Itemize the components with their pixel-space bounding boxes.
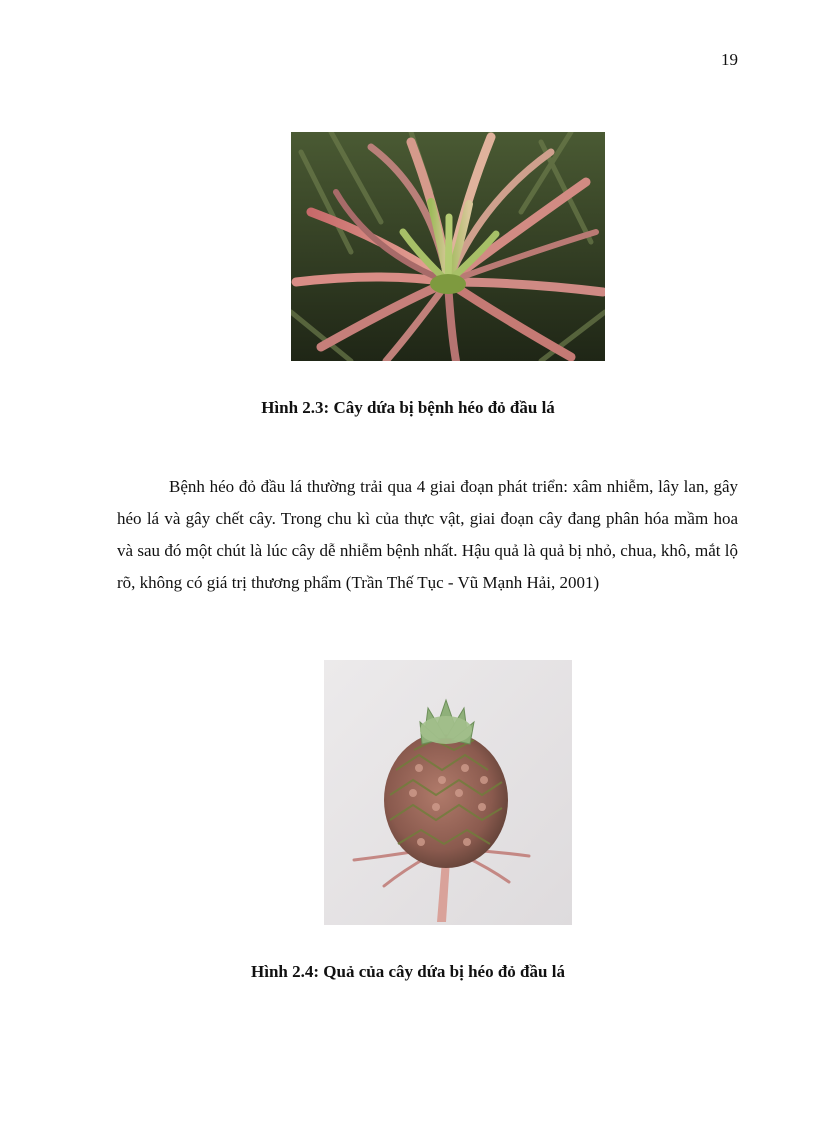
figure-diseased-pineapple-fruit [324, 660, 572, 925]
body-paragraph: Bệnh héo đỏ đầu lá thường trải qua 4 giai đoạn phát triển: xâm nhiễm, lây lan, gây héo lá và gây chết cây. Trong chu kì của thực vật, giai đoạn cây đang phân hóa mầm hoa và sau đó một chút là lúc cây dễ nhiễm bệnh nhất. Hậu quả là quả bị nhỏ, chua, khô, mắt lộ rõ, không có giá trị thương phẩm (Trần Thế Tục - Vũ Mạnh Hải, 2001) [117, 477, 738, 592]
pineapple-plant-photo [291, 132, 605, 361]
figure-caption: Hình 2.4: Quả của cây dứa bị héo đỏ đầu lá [251, 962, 565, 981]
figure-caption: Hình 2.3: Cây dứa bị bệnh héo đỏ đầu lá [261, 398, 555, 417]
pineapple-fruit-photo [324, 660, 572, 925]
figure-diseased-pineapple-plant [291, 132, 605, 361]
page-number: 19 [721, 50, 738, 69]
